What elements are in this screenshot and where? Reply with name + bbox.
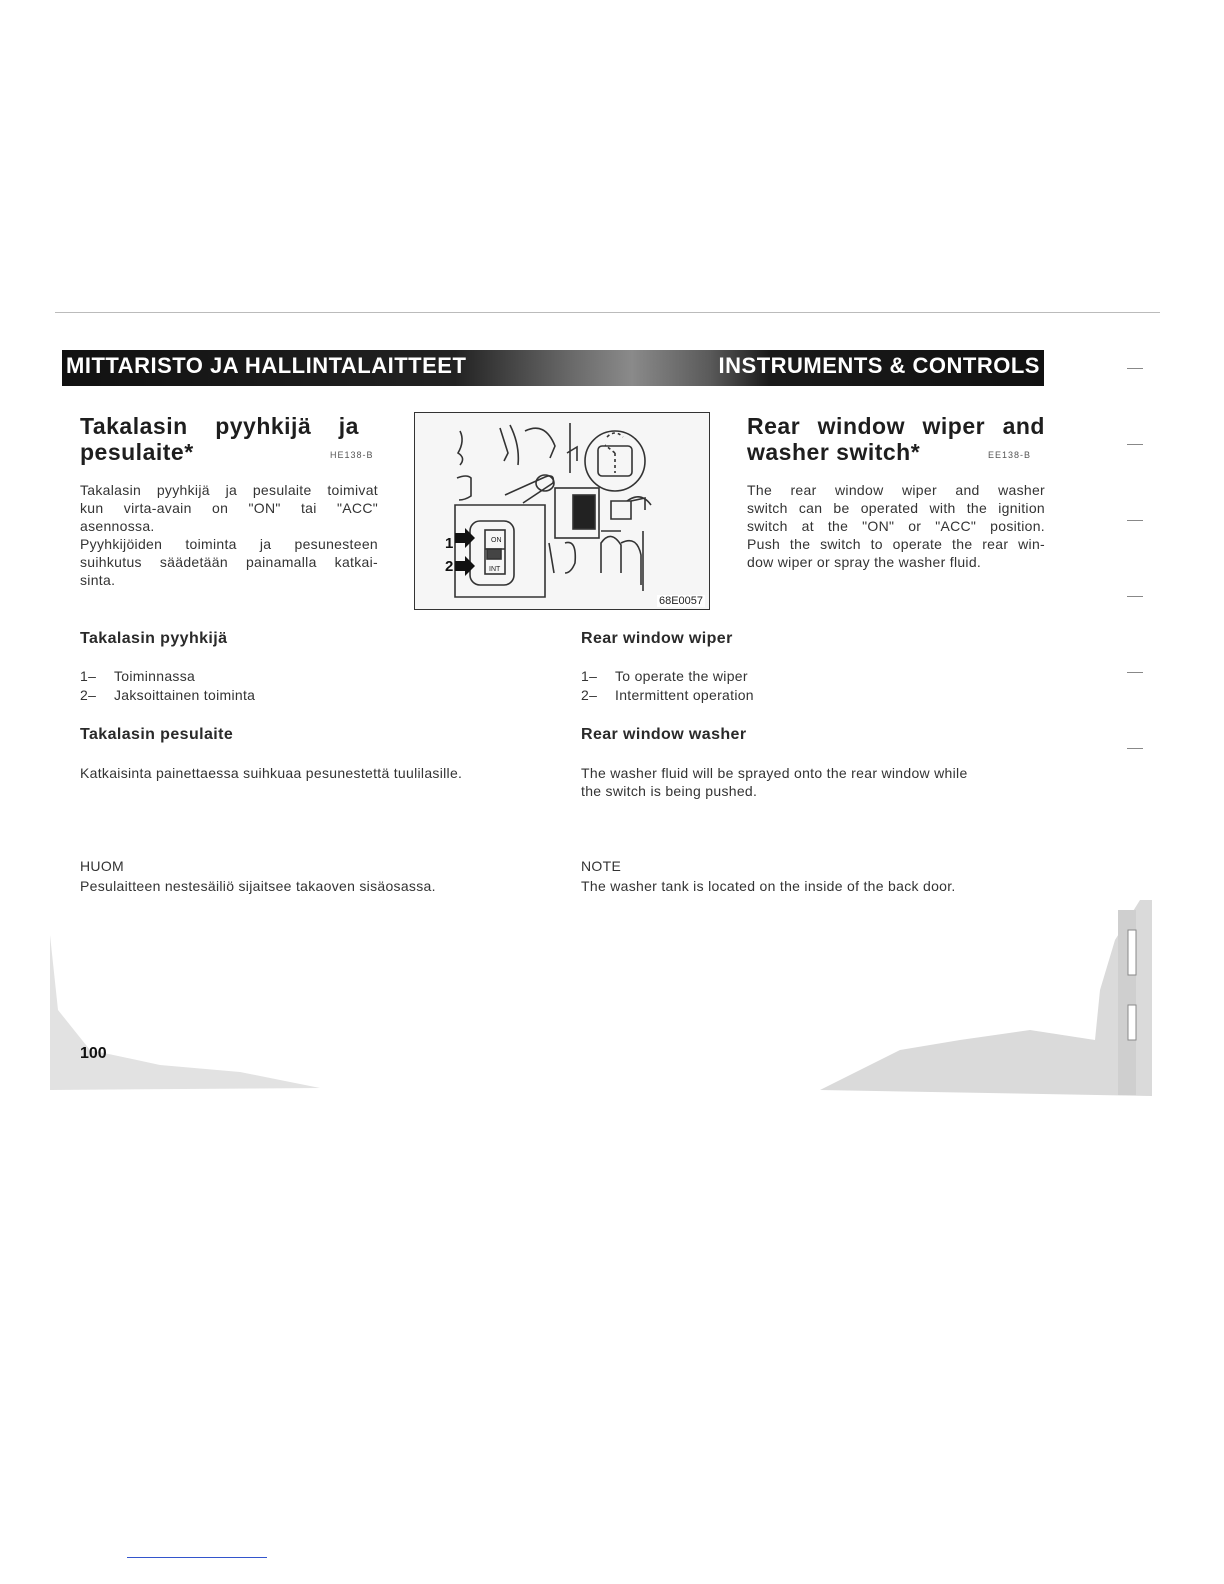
fi-wiper-list [80, 668, 255, 706]
list-item-number: 2– [581, 687, 598, 703]
fi-intro-line: asennossa. [80, 518, 155, 534]
en-washer-line: the switch is being pushed. [581, 783, 758, 799]
scan-shadow [0, 900, 1224, 1120]
fi-title-line2: pesulaite* [80, 439, 194, 465]
top-rule [55, 312, 1160, 313]
fi-washer-text: Katkaisinta painettaessa suihkuaa pesunestettä tuulilasille. [80, 765, 463, 781]
fi-note-label: HUOM [80, 858, 124, 874]
en-title-line2: washer switch* [747, 439, 921, 465]
fi-wiper-heading: Takalasin pyyhkijä [80, 630, 228, 647]
en-wiper-list [581, 668, 754, 706]
fi-title-line1: Takalasin pyyhkijä ja [80, 413, 359, 439]
en-washer-heading: Rear window washer [581, 726, 747, 743]
list-item [581, 668, 754, 687]
fi-intro-line: Takalasin pyyhkijä ja pesulaite toimivat [80, 482, 378, 498]
list-item [581, 687, 754, 706]
en-intro-line: switch at the "ON" or "ACC" position. [747, 518, 1045, 534]
fi-note-text: Pesulaitteen nestesäiliö sijaitsee takaoven sisäosassa. [80, 878, 436, 894]
en-washer-text [581, 764, 968, 800]
bottom-rule [127, 1557, 267, 1558]
fi-intro-line: kun virta-avain on "ON" tai "ACC" [80, 500, 378, 516]
callout-2: 2 [445, 558, 454, 575]
list-item-number: 2– [80, 687, 97, 703]
margin-tick [1127, 368, 1143, 369]
margin-tick [1127, 596, 1143, 597]
fi-doc-code: HE138-B [330, 450, 374, 460]
callout-1: 1 [445, 535, 454, 552]
dashboard-drawing [415, 413, 709, 609]
en-intro-line: The rear window wiper and washer [747, 482, 1045, 498]
margin-tick [1127, 520, 1143, 521]
switch-on-label: ON [491, 537, 502, 544]
margin-tick [1127, 672, 1143, 673]
page-number: 100 [80, 1045, 107, 1062]
fi-intro-line: sinta. [80, 572, 116, 588]
fi-intro-line: suihkutus säädetään painamalla katkai- [80, 554, 378, 570]
section-title-en: INSTRUMENTS & CONTROLS [718, 353, 1040, 378]
en-note-label: NOTE [581, 858, 622, 874]
en-intro-line: switch can be operated with the ignition [747, 500, 1045, 516]
list-item-text: To operate the wiper [615, 668, 748, 684]
list-item-text: Toiminnassa [114, 668, 196, 684]
switch-int-label: INT [489, 566, 501, 573]
fi-intro-line: Pyyhkijöiden toiminta ja pesunesteen [80, 536, 378, 552]
list-item-text: Jaksoittainen toiminta [114, 687, 256, 703]
margin-tick [1127, 748, 1143, 749]
fi-washer-heading: Takalasin pesulaite [80, 726, 234, 743]
en-wiper-heading: Rear window wiper [581, 630, 733, 647]
en-washer-line: The washer fluid will be sprayed onto the rear window while [581, 765, 968, 781]
en-title-line1: Rear window wiper and [747, 413, 1045, 439]
margin-tick [1127, 444, 1143, 445]
en-intro-line: dow wiper or spray the washer fluid. [747, 554, 982, 570]
en-doc-code: EE138-B [988, 450, 1032, 460]
figure-code: 68E0057 [658, 595, 703, 607]
en-intro-paragraph [747, 481, 1045, 571]
en-note-text: The washer tank is located on the inside of the back door. [581, 878, 956, 894]
list-item-number: 1– [581, 668, 598, 684]
switch-illustration [414, 412, 710, 610]
list-item-text: Intermittent operation [615, 687, 754, 703]
list-item-number: 1– [80, 668, 97, 684]
list-item [80, 668, 255, 687]
section-title-fi: MITTARISTO JA HALLINTALAITTEET [66, 353, 467, 378]
list-item [80, 687, 255, 706]
en-intro-line: Push the switch to operate the rear win- [747, 536, 1045, 552]
fi-intro-paragraph [80, 481, 378, 589]
